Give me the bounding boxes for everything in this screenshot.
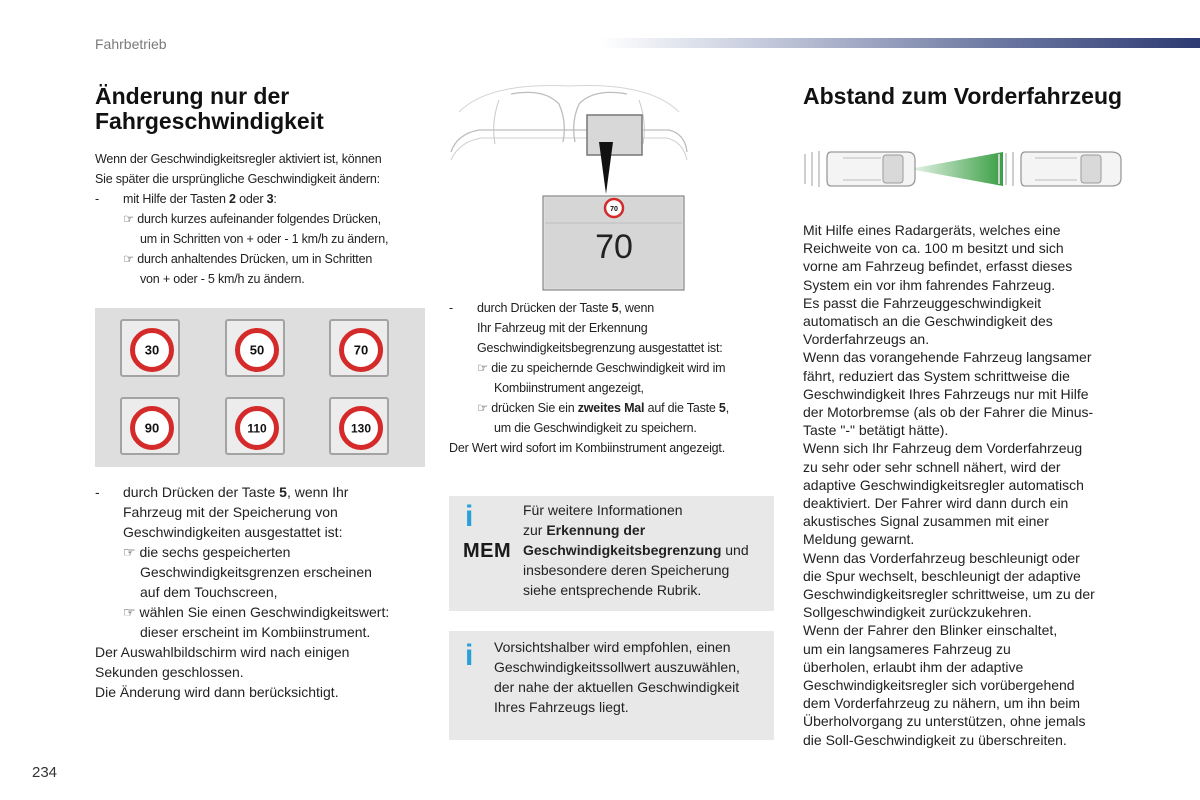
- dash-mark: -: [449, 301, 453, 315]
- speed-limit-sign-icon: [339, 328, 383, 372]
- right-line: Geschwindigkeitsregler sich vorübergehend: [803, 677, 1075, 694]
- text-run: :: [273, 192, 277, 206]
- text-run: mit Hilfe der Tasten: [123, 192, 230, 206]
- left-intro-line: Wenn der Geschwindigkeitsregler aktiviert ist, können: [95, 152, 382, 166]
- left-title-line2: Fahrgeschwindigkeit: [95, 108, 324, 134]
- speed-sign-tile: [225, 397, 285, 455]
- right-line: Geschwindigkeit Ihres Fahrzeugs nur mit Hilfe: [803, 385, 1089, 402]
- info-box-mem: [449, 496, 774, 611]
- text-run: durch kurzes aufeinander folgendes Drücken,: [137, 212, 381, 226]
- cluster-speed-value: 70: [595, 228, 633, 266]
- info-line: [523, 540, 749, 560]
- right-line: die Soll-Geschwindigkeit zu überschreiten.: [803, 731, 1067, 748]
- mem-label: MEM: [463, 540, 512, 562]
- pointing-hand-icon: ☞: [123, 252, 135, 266]
- text-run: durch anhaltendes Drücken, um in Schritten: [137, 252, 373, 266]
- right-line: Reichweite von ca. 100 m besitzt und sich: [803, 240, 1064, 257]
- right-text: [803, 221, 1133, 749]
- info-box-mem-text: [523, 500, 749, 600]
- left-intro: [95, 149, 425, 289]
- speed-sign-tile: [120, 397, 180, 455]
- info-line: der nahe der aktuellen Geschwindigkeit: [494, 679, 740, 695]
- middle-line: Der Wert wird sofort im Kombiinstrument angezeigt.: [449, 441, 725, 455]
- left-bottom-line: auf dem Touchscreen,: [140, 584, 278, 600]
- left-bottom-line: Sekunden geschlossen.: [95, 664, 244, 680]
- speed-sign-tile: [329, 397, 389, 455]
- left-intro-line: von + oder - 5 km/h zu ändern.: [140, 272, 305, 286]
- left-bottom-line: dieser erscheint im Kombiinstrument.: [140, 624, 371, 640]
- speed-sign-tile: [225, 319, 285, 377]
- text-run: durch Drücken der Taste: [123, 484, 280, 500]
- text-run: durch Drücken der Taste: [477, 301, 612, 315]
- right-line: Meldung gewarnt.: [803, 531, 915, 548]
- right-line: überholen, erlaubt ihm der adaptive: [803, 658, 1024, 675]
- pointing-hand-icon: ☞: [123, 544, 136, 560]
- right-line: zu sehr oder sehr schnell nähert, wird der: [803, 458, 1061, 475]
- left-intro-line: Sie später die ursprüngliche Geschwindigkeit ändern:: [95, 172, 380, 186]
- right-line: Vorderfahrzeugs an.: [803, 331, 930, 348]
- middle-text: [449, 298, 779, 458]
- right-line: Sollgeschwindigkeit zurückzukehren.: [803, 604, 1032, 621]
- text-run: ,: [725, 401, 729, 415]
- speed-limit-sign-icon: [130, 328, 174, 372]
- right-line: automatisch an die Geschwindigkeit des: [803, 313, 1053, 330]
- right-line: Wenn das vorangehende Fahrzeug langsamer: [803, 349, 1092, 366]
- left-bottom-line: Geschwindigkeitsgrenzen erscheinen: [140, 564, 372, 580]
- left-bottom-line: Geschwindigkeiten ausgestattet ist:: [123, 524, 343, 540]
- info-icon: i: [465, 500, 474, 533]
- info-line: Ihres Fahrzeugs liegt.: [494, 699, 629, 715]
- middle-bullet-line: [449, 358, 779, 378]
- right-line: der Motorbremse (als ob der Fahrer die Minus-: [803, 404, 1094, 421]
- middle-bullet-line: [449, 398, 779, 418]
- right-line: Mit Hilfe eines Radargeräts, welches eine: [803, 222, 1061, 238]
- speed-limit-signs-panel: [95, 308, 425, 467]
- key-number: 5: [279, 484, 287, 500]
- emphasis: Geschwindigkeitsbegrenzung: [523, 542, 722, 558]
- sign-value: 130: [350, 421, 372, 436]
- right-line: fährt, reduziert das System schrittweise die: [803, 367, 1070, 384]
- dash-mark: -: [95, 192, 99, 206]
- right-line: deaktiviert. Der Fahrer wird dann durch ein: [803, 495, 1069, 512]
- right-line: Wenn der Fahrer den Blinker einschaltet,: [803, 622, 1058, 639]
- sign-value: 70: [353, 342, 369, 358]
- left-bottom-text: [95, 482, 425, 702]
- key-number: 2: [229, 192, 236, 206]
- speed-sign-tile: [329, 319, 389, 377]
- middle-line: Ihr Fahrzeug mit der Erkennung: [477, 321, 648, 335]
- middle-dash-line: [449, 298, 779, 318]
- info-line: Geschwindigkeitssollwert auszuwählen,: [494, 659, 740, 675]
- left-title: [95, 84, 425, 134]
- speed-limit-sign-icon: [235, 406, 279, 450]
- text-run: , wenn: [618, 301, 655, 315]
- radar-distance-illustration: [803, 146, 1133, 192]
- right-line: akustisches Signal zusammen mit einer: [803, 513, 1049, 530]
- info-box-advice: [449, 631, 774, 740]
- left-intro-bullet-line: [95, 249, 425, 269]
- info-line: [523, 520, 749, 540]
- right-line: Überholvorgang zu unterstützen, ohne jemals: [803, 713, 1086, 730]
- info-line: Vorsichtshalber wird empfohlen, einen: [494, 639, 731, 655]
- instrument-cluster-illustration: [449, 82, 689, 292]
- left-bottom-line: Der Auswahlbildschirm wird nach einigen: [95, 644, 350, 660]
- pointing-hand-icon: ☞: [477, 361, 489, 375]
- middle-line: Geschwindigkeitsbegrenzung ausgestattet ist:: [477, 341, 723, 355]
- text-run: die sechs gespeicherten: [139, 544, 291, 560]
- left-bottom-bullet-line: [95, 602, 425, 622]
- pointing-hand-icon: ☞: [123, 604, 136, 620]
- text-run: , wenn Ihr: [286, 484, 349, 500]
- right-line: System ein vor ihm fahrendes Fahrzeug.: [803, 276, 1056, 293]
- text-run: drücken Sie ein: [491, 401, 578, 415]
- speed-limit-sign-icon: [339, 406, 383, 450]
- text-run: auf die Taste: [644, 401, 719, 415]
- info-box-advice-text: [494, 637, 740, 717]
- text-run: wählen Sie einen Geschwindigkeitswert:: [139, 604, 390, 620]
- right-line: Wenn sich Ihr Fahrzeug dem Vorderfahrzeug: [803, 440, 1083, 457]
- key-number: 5: [611, 301, 619, 315]
- info-line: insbesondere deren Speicherung: [523, 562, 730, 578]
- text-run: zur: [523, 522, 547, 538]
- sign-value: 50: [249, 342, 265, 358]
- right-line: vorne am Fahrzeug befindet, erfasst dieses: [803, 258, 1073, 275]
- left-intro-bullet-line: [95, 209, 425, 229]
- key-number: 3: [266, 192, 274, 206]
- dash-mark: -: [95, 484, 100, 500]
- middle-line: um die Geschwindigkeit zu speichern.: [494, 421, 697, 435]
- text-run: die zu speichernde Geschwindigkeit wird im: [491, 361, 726, 375]
- text-run: und: [721, 542, 749, 558]
- left-bottom-line: Die Änderung wird dann berücksichtigt.: [95, 684, 339, 700]
- left-bottom-line: Fahrzeug mit der Speicherung von: [123, 504, 338, 520]
- right-line: die Spur wechselt, beschleunigt der adaptive: [803, 567, 1081, 584]
- info-line: Für weitere Informationen: [523, 502, 683, 518]
- page-number: 234: [32, 764, 58, 781]
- section-label: Fahrbetrieb: [95, 36, 167, 52]
- info-line: siehe entsprechende Rubrik.: [523, 582, 702, 598]
- sign-value: 30: [144, 342, 160, 358]
- middle-line: Kombiinstrument angezeigt,: [494, 381, 644, 395]
- right-line: Geschwindigkeitsregler schrittweise, um zu der: [803, 586, 1095, 603]
- right-line: adaptive Geschwindigkeitsregler automatisch: [803, 476, 1084, 493]
- speed-limit-sign-icon: [130, 406, 174, 450]
- key-number: 5: [718, 401, 726, 415]
- cluster-sign-value: 70: [610, 206, 618, 213]
- header-gradient-bar: [600, 38, 1200, 48]
- emphasis: zweites Mal: [577, 401, 645, 415]
- emphasis: Erkennung der: [546, 522, 646, 538]
- right-line: Wenn das Vorderfahrzeug beschleunigt oder: [803, 549, 1080, 566]
- info-icon: i: [465, 639, 474, 672]
- right-line: dem Vorderfahrzeug zu nähern, um ihn beim: [803, 695, 1081, 712]
- right-line: Es passt die Fahrzeuggeschwindigkeit: [803, 294, 1042, 311]
- left-bottom-dash-line: [95, 482, 425, 502]
- right-line: Taste "-" betätigt hätte).: [803, 422, 949, 439]
- left-title-line1: Änderung nur der: [95, 83, 290, 109]
- speed-limit-sign-icon: [235, 328, 279, 372]
- pointing-hand-icon: ☞: [477, 401, 489, 415]
- right-line: um ein langsameres Fahrzeug zu: [803, 640, 1011, 657]
- left-intro-line: um in Schritten von + oder - 1 km/h zu ändern,: [140, 232, 389, 246]
- left-bottom-bullet-line: [95, 542, 425, 562]
- sign-value: 90: [144, 420, 160, 436]
- right-title: Abstand zum Vorderfahrzeug: [803, 83, 1123, 109]
- text-run: oder: [235, 192, 267, 206]
- speed-sign-tile: [120, 319, 180, 377]
- pointing-hand-icon: ☞: [123, 212, 135, 226]
- left-intro-dash-line: [95, 189, 425, 209]
- sign-value: 110: [247, 421, 267, 436]
